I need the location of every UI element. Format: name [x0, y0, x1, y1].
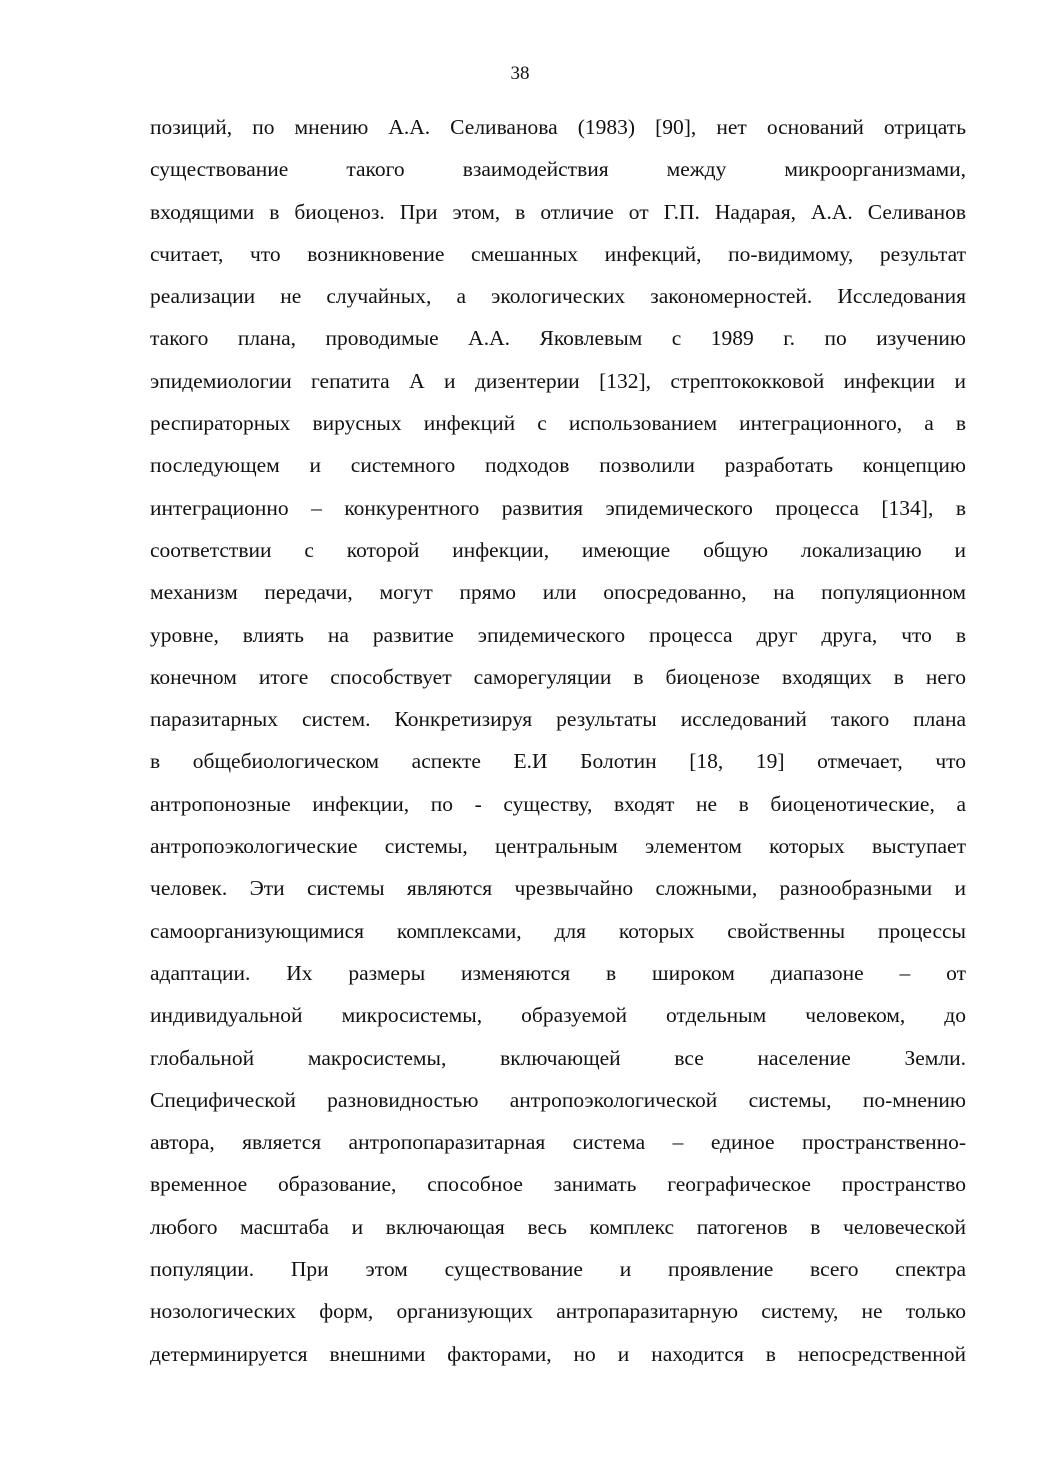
text-line: антропоэкологические системы, центральным элементом которых выступает [150, 834, 966, 859]
text-line: антропонозные инфекции, по - существу, входят не в биоценотические, а [150, 791, 966, 816]
text-line: последующем и системного подходов позволили разработать концепцию [150, 453, 966, 478]
text-line: существование такого взаимодействия между микроорганизмами, [150, 157, 966, 182]
text-line: человек. Эти системы являются чрезвычайно сложными, разнообразными и [150, 876, 966, 901]
text-line: временное образование, способное занимать географическое пространство [150, 1172, 966, 1197]
text-line: респираторных вирусных инфекций с использованием интеграционного, а в [150, 411, 966, 436]
body-text [150, 106, 966, 1375]
text-line: адаптации. Их размеры изменяются в широком диапазоне – от [150, 960, 966, 985]
text-line: конечном итоге способствует саморегуляции в биоценозе входящих в него [150, 664, 966, 689]
text-line: соответствии с которой инфекции, имеющие общую локализацию и [150, 537, 966, 562]
text-line: нозологических форм, организующих антропаразитарную систему, не только [150, 1299, 966, 1324]
text-line: механизм передачи, могут прямо или опосредованно, на популяционном [150, 580, 966, 605]
text-line: самоорганизующимися комплексами, для которых свойственны процессы [150, 918, 966, 943]
text-line: Специфической разновидностью антропоэкологической системы, по-мнению [150, 1087, 966, 1112]
text-line: эпидемиологии гепатита А и дизентерии [132], стрептококковой инфекции и [150, 368, 966, 393]
text-line: любого масштаба и включающая весь комплекс патогенов в человеческой [150, 1214, 966, 1239]
text-line: считает, что возникновение смешанных инфекций, по-видимому, результат [150, 241, 966, 266]
text-line: позиций, по мнению А.А. Селиванова (1983) [90], нет оснований отрицать [150, 115, 966, 139]
text-line: популяции. При этом существование и проявление всего спектра [150, 1257, 966, 1282]
text-line: такого плана, проводимые А.А. Яковлевым с 1989 г. по изучению [150, 326, 966, 351]
text-line: входящими в биоценоз. При этом, в отличие от Г.П. Надарая, А.А. Селиванов [150, 199, 966, 224]
text-line: реализации не случайных, а экологических закономерностей. Исследования [150, 284, 966, 309]
text-line: уровне, влиять на развитие эпидемического процесса друг друга, что в [150, 622, 966, 647]
text-line: детерминируется внешними факторами, но и находится в непосредственной [150, 1341, 966, 1366]
text-line: индивидуальной микросистемы, образуемой отдельным человеком, до [150, 1003, 966, 1028]
page-number: 38 [510, 63, 530, 84]
text-line: глобальной макросистемы, включающей все население Земли. [150, 1045, 966, 1070]
text-line: интеграционно – конкурентного развития эпидемического процесса [134], в [150, 495, 966, 520]
text-line: паразитарных систем. Конкретизируя результаты исследований такого плана [150, 707, 966, 732]
text-line: в общебиологическом аспекте Е.И Болотин [18, 19] отмечает, что [150, 749, 966, 774]
text-line: автора, является антропопаразитарная система – единое пространственно- [150, 1130, 966, 1155]
